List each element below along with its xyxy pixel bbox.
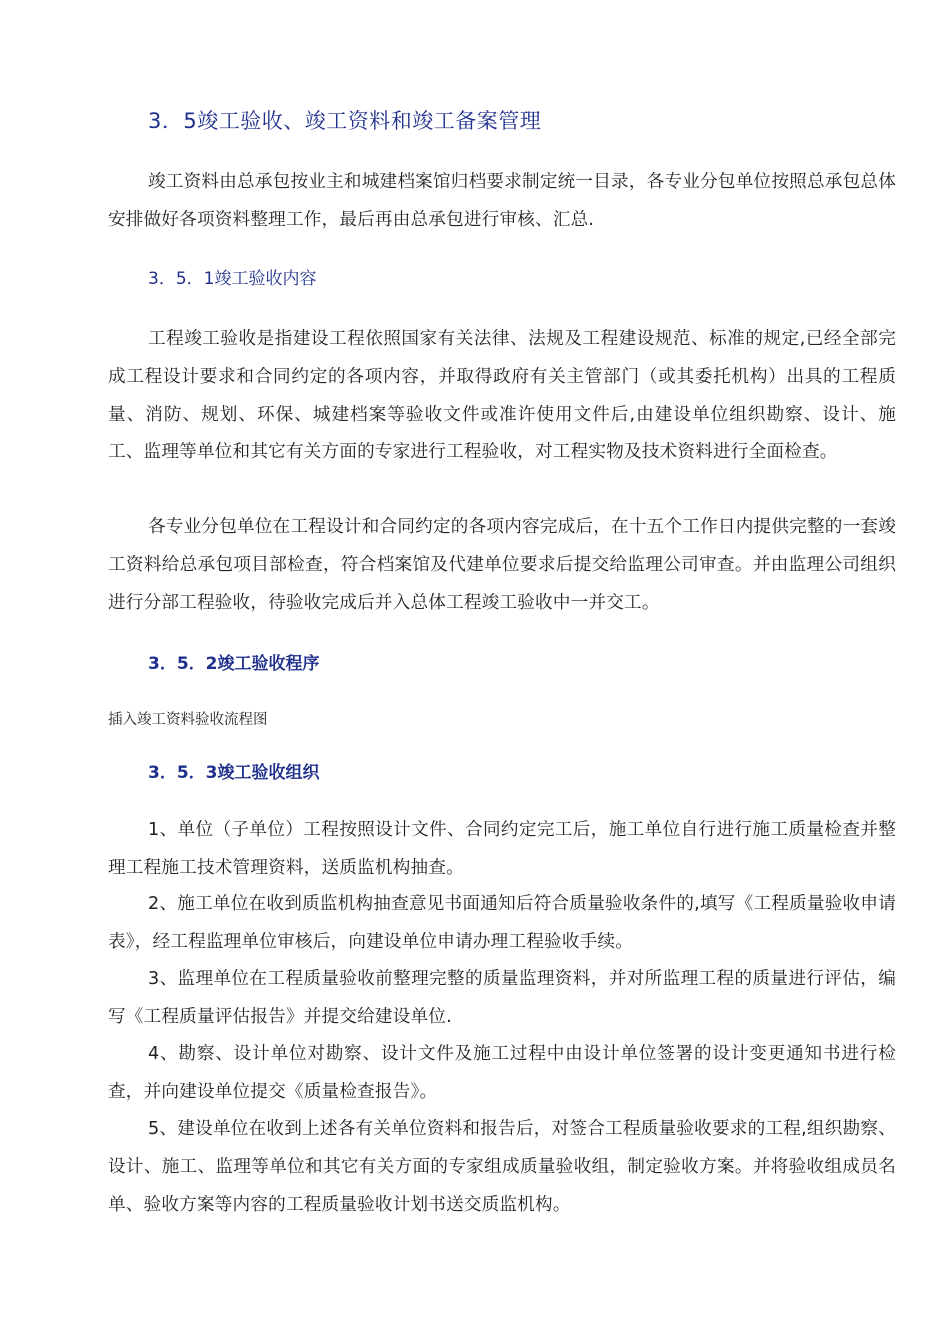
section-intro-paragraph: 竣工资料由总承包按业主和城建档案馆归档要求制定统一目录，各专业分包单位按照总承包总体安排做好各项资料整理工作，最后再由总承包进行审核、汇总.: [108, 172, 896, 230]
section-title: 3．5竣工验收、竣工资料和竣工备案管理: [148, 109, 542, 133]
subsection-title-organization: 3．5．3竣工验收组织: [148, 763, 320, 783]
body-paragraph: 工程竣工验收是指建设工程依照国家有关法律、法规及工程建设规范、标准的规定,已经全部完成工程设计要求和合同约定的各项内容，并取得政府有关主管部门（或其委托机构）出具的工程质量、消防、规划、环保、城建档案等验收文件或准许使用文件后,由建设单位组织勘察、设计、施工、监理等单位和其它有关方面的专家进行工程验收，对工程实物及技术资料进行全面检查。: [108, 329, 896, 463]
list-item: 5、建设单位在收到上述各有关单位资料和报告后，对签合工程质量验收要求的工程,组织勘察、设计、施工、监理等单位和其它有关方面的专家组成质量验收组，制定验收方案。并将验收组成员名单、验收方案等内容的工程质量验收计划书送交质监机构。: [108, 1119, 896, 1215]
list-item: 4、勘察、设计单位对勘察、设计文件及施工过程中由设计单位签署的设计变更通知书进行检查，并向建设单位提交《质量检查报告》。: [108, 1044, 896, 1102]
list-item: 3、监理单位在工程质量验收前整理完整的质量监理资料，并对所监理工程的质量进行评估，编写《工程质量评估报告》并提交给建设单位.: [108, 969, 896, 1027]
flowchart-placeholder-note: 插入竣工资料验收流程图: [108, 712, 268, 728]
body-paragraph: 各专业分包单位在工程设计和合同约定的各项内容完成后，在十五个工作日内提供完整的一套竣工资料给总承包项目部检查，符合档案馆及代建单位要求后提交给监理公司审查。并由监理公司组织进行分部工程验收，待验收完成后并入总体工程竣工验收中一并交工。: [108, 517, 896, 613]
list-item: 1、单位（子单位）工程按照设计文件、合同约定完工后，施工单位自行进行施工质量检查并整理工程施工技术管理资料，送质监机构抽查。: [108, 820, 896, 878]
subsection-title-content: 3．5．1竣工验收内容: [148, 269, 317, 289]
subsection-title-procedure: 3．5．2竣工验收程序: [148, 654, 320, 674]
list-item: 2、施工单位在收到质监机构抽查意见书面通知后符合质量验收条件的,填写《工程质量验收申请表》，经工程监理单位审核后，向建设单位申请办理工程验收手续。: [108, 894, 896, 952]
